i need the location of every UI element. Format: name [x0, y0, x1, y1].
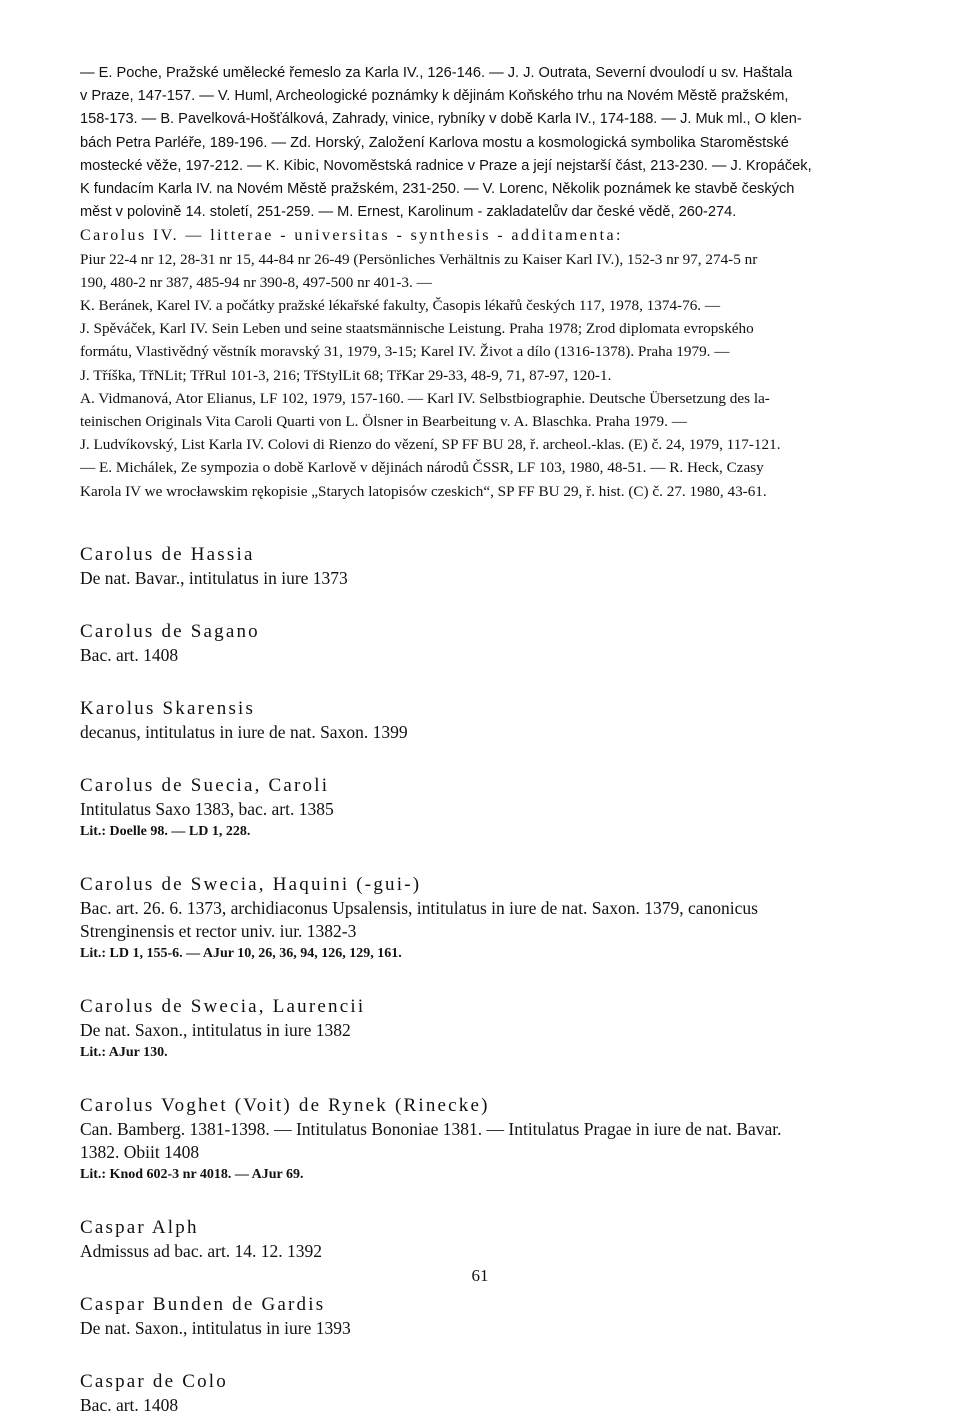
entry — [80, 1293, 880, 1340]
bib2-line: — E. Michálek, Ze sympozia o době Karlově v dějinách národů ČSSR, LF 103, 1980, 48-51. — R. Heck, Czasy — [80, 459, 764, 477]
bib-line: K fundacím Karla IV. na Novém Městě pražském, 231-250. — V. Lorenc, Několik poznámek ke stavbě českých — [80, 181, 795, 198]
entry-title: Carolus de Suecia, Caroli — [80, 774, 330, 796]
entry-title: Carolus de Swecia, Haquini (-gui-) — [80, 873, 422, 895]
entry — [80, 873, 880, 965]
entry-literature: Lit.: AJur 130. — [80, 1044, 168, 1060]
entry — [80, 995, 880, 1064]
entry-title: Carolus de Sagano — [80, 620, 260, 642]
entry — [80, 1370, 880, 1417]
entry-body: De nat. Saxon., intitulatus in iure 1382 — [80, 1019, 351, 1040]
entry-body: decanus, intitulatus in iure de nat. Saxon. 1399 — [80, 721, 408, 742]
entry — [80, 1216, 880, 1263]
entry-title: Carolus Voghet (Voit) de Rynek (Rinecke) — [80, 1094, 490, 1116]
carolus-heading: Carolus IV. — litterae - universitas - synthesis - additamenta: — [80, 227, 623, 245]
entry — [80, 1094, 880, 1186]
bib2-line: K. Beránek, Karel IV. a počátky pražské lékařské fakulty, Časopis lékařů českých 117, 1978, 1374-76. — — [80, 297, 721, 315]
entry-literature: Lit.: Doelle 98. — LD 1, 228. — [80, 823, 251, 839]
entry-title: Carolus de Swecia, Laurencii — [80, 995, 366, 1017]
bib2-line: J. Spěváček, Karl IV. Sein Leben und seine staatsmännische Leistung. Praha 1978; Zrod diplomata evropského — [80, 320, 754, 338]
bibliography-block — [80, 62, 880, 248]
bib2-line: 190, 480-2 nr 387, 485-94 nr 390-8, 497-500 nr 401-3. — — [80, 273, 432, 291]
bib-line: — E. Poche, Pražské umělecké řemeslo za Karla IV., 126-146. — J. J. Outrata, Severní dvoulodí u sv. Haštala — [80, 65, 793, 81]
entry-body: Admissus ad bac. art. 14. 12. 1392 — [80, 1240, 323, 1261]
entry-body: Bac. art. 26. 6. 1373, archidiaconus Upsalensis, intitulatus in iure de nat. Saxon. 1379, canonicus — [80, 897, 758, 918]
bib-line: mostecké věže, 197-212. — K. Kibic, Novoměstská radnice v Praze a její nejstarší část, 213-230. — J. Kropáček, — [80, 157, 812, 174]
bib2-line: J. Ludvíkovský, List Karla IV. Colovi di Rienzo do vězení, SP FF BU 28, ř. archeol.-klas. (E) č. 24, 1979, 117-121. — [80, 436, 781, 454]
entry-body: Bac. art. 1408 — [80, 1394, 179, 1415]
entry-body: Bac. art. 1408 — [80, 644, 179, 665]
entry-body: De nat. Bavar., intitulatus in iure 1373 — [80, 567, 348, 588]
entry-body: Strenginensis et rector univ. iur. 1382-3 — [80, 920, 357, 941]
entry — [80, 774, 880, 843]
bib2-line: J. Tříška, TřNLit; TřRul 101-3, 216; TřStylLit 68; TřKar 29-33, 48-9, 71, 87-97, 120-1. — [80, 366, 612, 384]
entry-body: 1382. Obiit 1408 — [80, 1141, 200, 1162]
entry-title: Karolus Skarensis — [80, 697, 256, 719]
bib2-line: teinischen Originals Vita Caroli Quarti von L. Ölsner in Bearbeitung v. A. Blaschka. Praha 1979. — — [80, 413, 687, 431]
bib2-line: formátu, Vlastivědný věstník moravský 31, 1979, 3-15; Karel IV. Život a dílo (1316-1378). Praha 1979. — — [80, 343, 730, 361]
bibliography-block-2 — [80, 248, 880, 503]
entry-literature: Lit.: Knod 602-3 nr 4018. — AJur 69. — [80, 1166, 304, 1182]
entry — [80, 697, 880, 744]
bib-line: v Praze, 147-157. — V. Huml, Archeologické poznámky k dějinám Koňského trhu na Novém Městě pražském, — [80, 88, 789, 105]
entry-title: Caspar Alph — [80, 1216, 199, 1238]
entry-title: Caspar de Colo — [80, 1370, 228, 1392]
entry-title: Caspar Bunden de Gardis — [80, 1293, 326, 1315]
bib-line: 158-173. — B. Pavelková-Hošťálková, Zahrady, vinice, rybníky v době Karla IV., 174-188. — J. Muk ml., O klen- — [80, 111, 802, 128]
bib2-line: Karola IV we wrocławskim rękopisie „Starych latopisów czeskich“, SP FF BU 29, ř. hist. (C) č. 27. 1980, 43-61. — [80, 482, 767, 500]
bib2-line: A. Vidmanová, Ator Elianus, LF 102, 1979, 157-160. — Karl IV. Selbstbiographie. Deutsche Übersetzung des la- — [80, 389, 770, 407]
entry — [80, 620, 880, 667]
bib-line: bách Petra Parléře, 189-196. — Zd. Horský, Založení Karlova mostu a kosmologická symbolika Staroměstské — [80, 134, 789, 151]
bib-line: měst v polovině 14. století, 251-259. — M. Ernest, Karolinum - zakladatelův dar české vědě, 260-274. — [80, 204, 737, 221]
page-content — [80, 62, 880, 1417]
bib2-line: Piur 22-4 nr 12, 28-31 nr 15, 44-84 nr 26-49 (Persönliches Verhältnis zu Kaiser Karl IV.), 152-3 nr 97, 274-5 nr — [80, 250, 758, 268]
entry-body: Intitulatus Saxo 1383, bac. art. 1385 — [80, 798, 334, 819]
entry-title: Carolus de Hassia — [80, 543, 255, 565]
entry-body: Can. Bamberg. 1381-1398. — Intitulatus Bononiae 1381. — Intitulatus Pragae in iure de nat. Bavar. — [80, 1118, 782, 1139]
entry-literature: Lit.: LD 1, 155-6. — AJur 10, 26, 36, 94, 126, 129, 161. — [80, 945, 402, 961]
entry-body: De nat. Saxon., intitulatus in iure 1393 — [80, 1317, 351, 1338]
entry — [80, 543, 880, 590]
page-number: 61 — [471, 1266, 489, 1285]
